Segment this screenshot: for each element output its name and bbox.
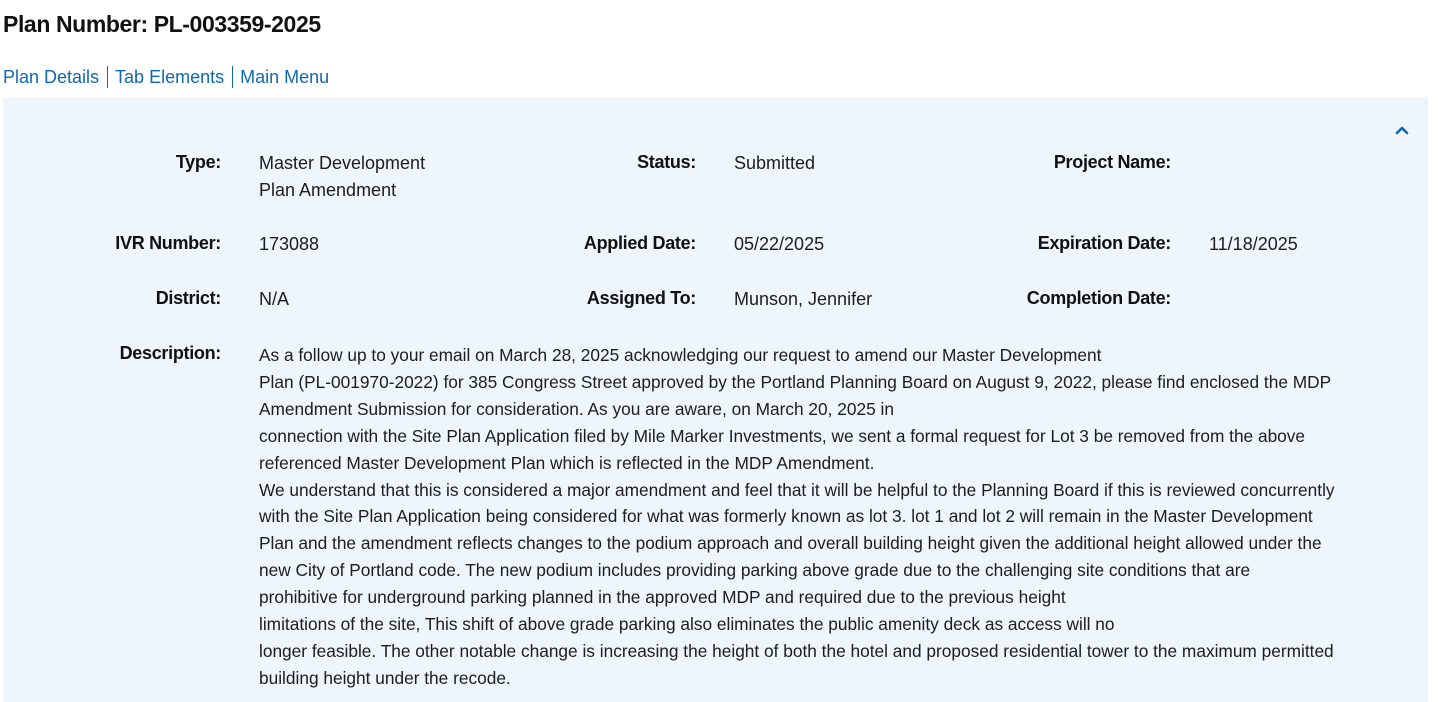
nav-main-menu-link[interactable]: Main Menu	[240, 66, 330, 87]
description-line: prohibitive for underground parking planned in the approved MDP and required due to the previous height	[259, 587, 1066, 608]
breadcrumb-nav	[3, 66, 329, 88]
project-name-label: Project Name:	[1053, 152, 1171, 172]
description-line: connection with the Site Plan Application filed by Mile Marker Investments, we sent a formal request for Lot 3 be removed from the above	[259, 425, 1306, 446]
nav-divider	[107, 66, 108, 88]
collapse-panel-button[interactable]	[1391, 121, 1413, 139]
type-label: Type:	[175, 152, 221, 172]
status-value: Submitted	[734, 153, 816, 173]
assigned-to-label: Assigned To:	[586, 288, 696, 308]
description-line: Plan (PL-001970-2022) for 385 Congress Street approved by the Portland Planning Board on August 9, 2022, please find enclosed the MDP	[259, 371, 1332, 392]
district-label: District:	[155, 288, 221, 308]
expiration-date-value: 11/18/2025	[1209, 234, 1298, 254]
description-line: We understand that this is considered a major amendment and feel that it will be helpful to the Planning Board if this is reviewed concurrently	[259, 479, 1335, 500]
nav-plan-details-link[interactable]: Plan Details	[3, 66, 100, 87]
description-line: referenced Master Development Plan which is reflected in the MDP Amendment.	[259, 452, 875, 473]
chevron-up-icon	[1391, 121, 1413, 139]
completion-date-label: Completion Date:	[1026, 288, 1171, 308]
status-label: Status:	[637, 152, 696, 172]
description-line: with the Site Plan Application being considered for what was formerly known as lot 3. lot 1 and lot 2 will remain in the Master Development	[259, 506, 1313, 527]
description-line: As a follow up to your email on March 28, 2025 acknowledging our request to amend our Master Development	[259, 345, 1102, 365]
description-line: Plan and the amendment reflects changes to the podium approach and overall building height given the additional height allowed under the	[259, 533, 1322, 554]
nav-divider	[232, 66, 233, 88]
ivr-number-value: 173088	[259, 234, 320, 254]
description-line: building height under the recode.	[259, 667, 511, 688]
type-value-line: Master Development	[259, 153, 426, 173]
ivr-number-label: IVR Number:	[115, 233, 221, 253]
type-value	[259, 150, 425, 204]
nav-tab-elements-link[interactable]: Tab Elements	[115, 66, 225, 87]
description-line: limitations of the site, This shift of above grade parking also eliminates the public amenity deck as access will no	[259, 614, 1115, 635]
description-text	[259, 342, 1419, 692]
applied-date-label: Applied Date:	[583, 233, 696, 253]
applied-date-value: 05/22/2025	[734, 234, 825, 254]
description-line: new City of Portland code. The new podium includes providing parking above grade due to the challenging site conditions that are	[259, 560, 1251, 581]
description-line: longer feasible. The other notable change is increasing the height of both the hotel and proposed residential tower to the maximum permitted	[259, 640, 1334, 661]
assigned-to-value: Munson, Jennifer	[734, 289, 873, 309]
expiration-date-label: Expiration Date:	[1037, 233, 1171, 253]
type-value-line: Plan Amendment	[259, 180, 397, 200]
description-line: Amendment Submission for consideration. As you are aware, on March 20, 2025 in	[259, 398, 894, 419]
description-label: Description:	[119, 343, 221, 363]
page-title: Plan Number: PL-003359-2025	[3, 11, 321, 37]
district-value: N/A	[259, 289, 290, 309]
